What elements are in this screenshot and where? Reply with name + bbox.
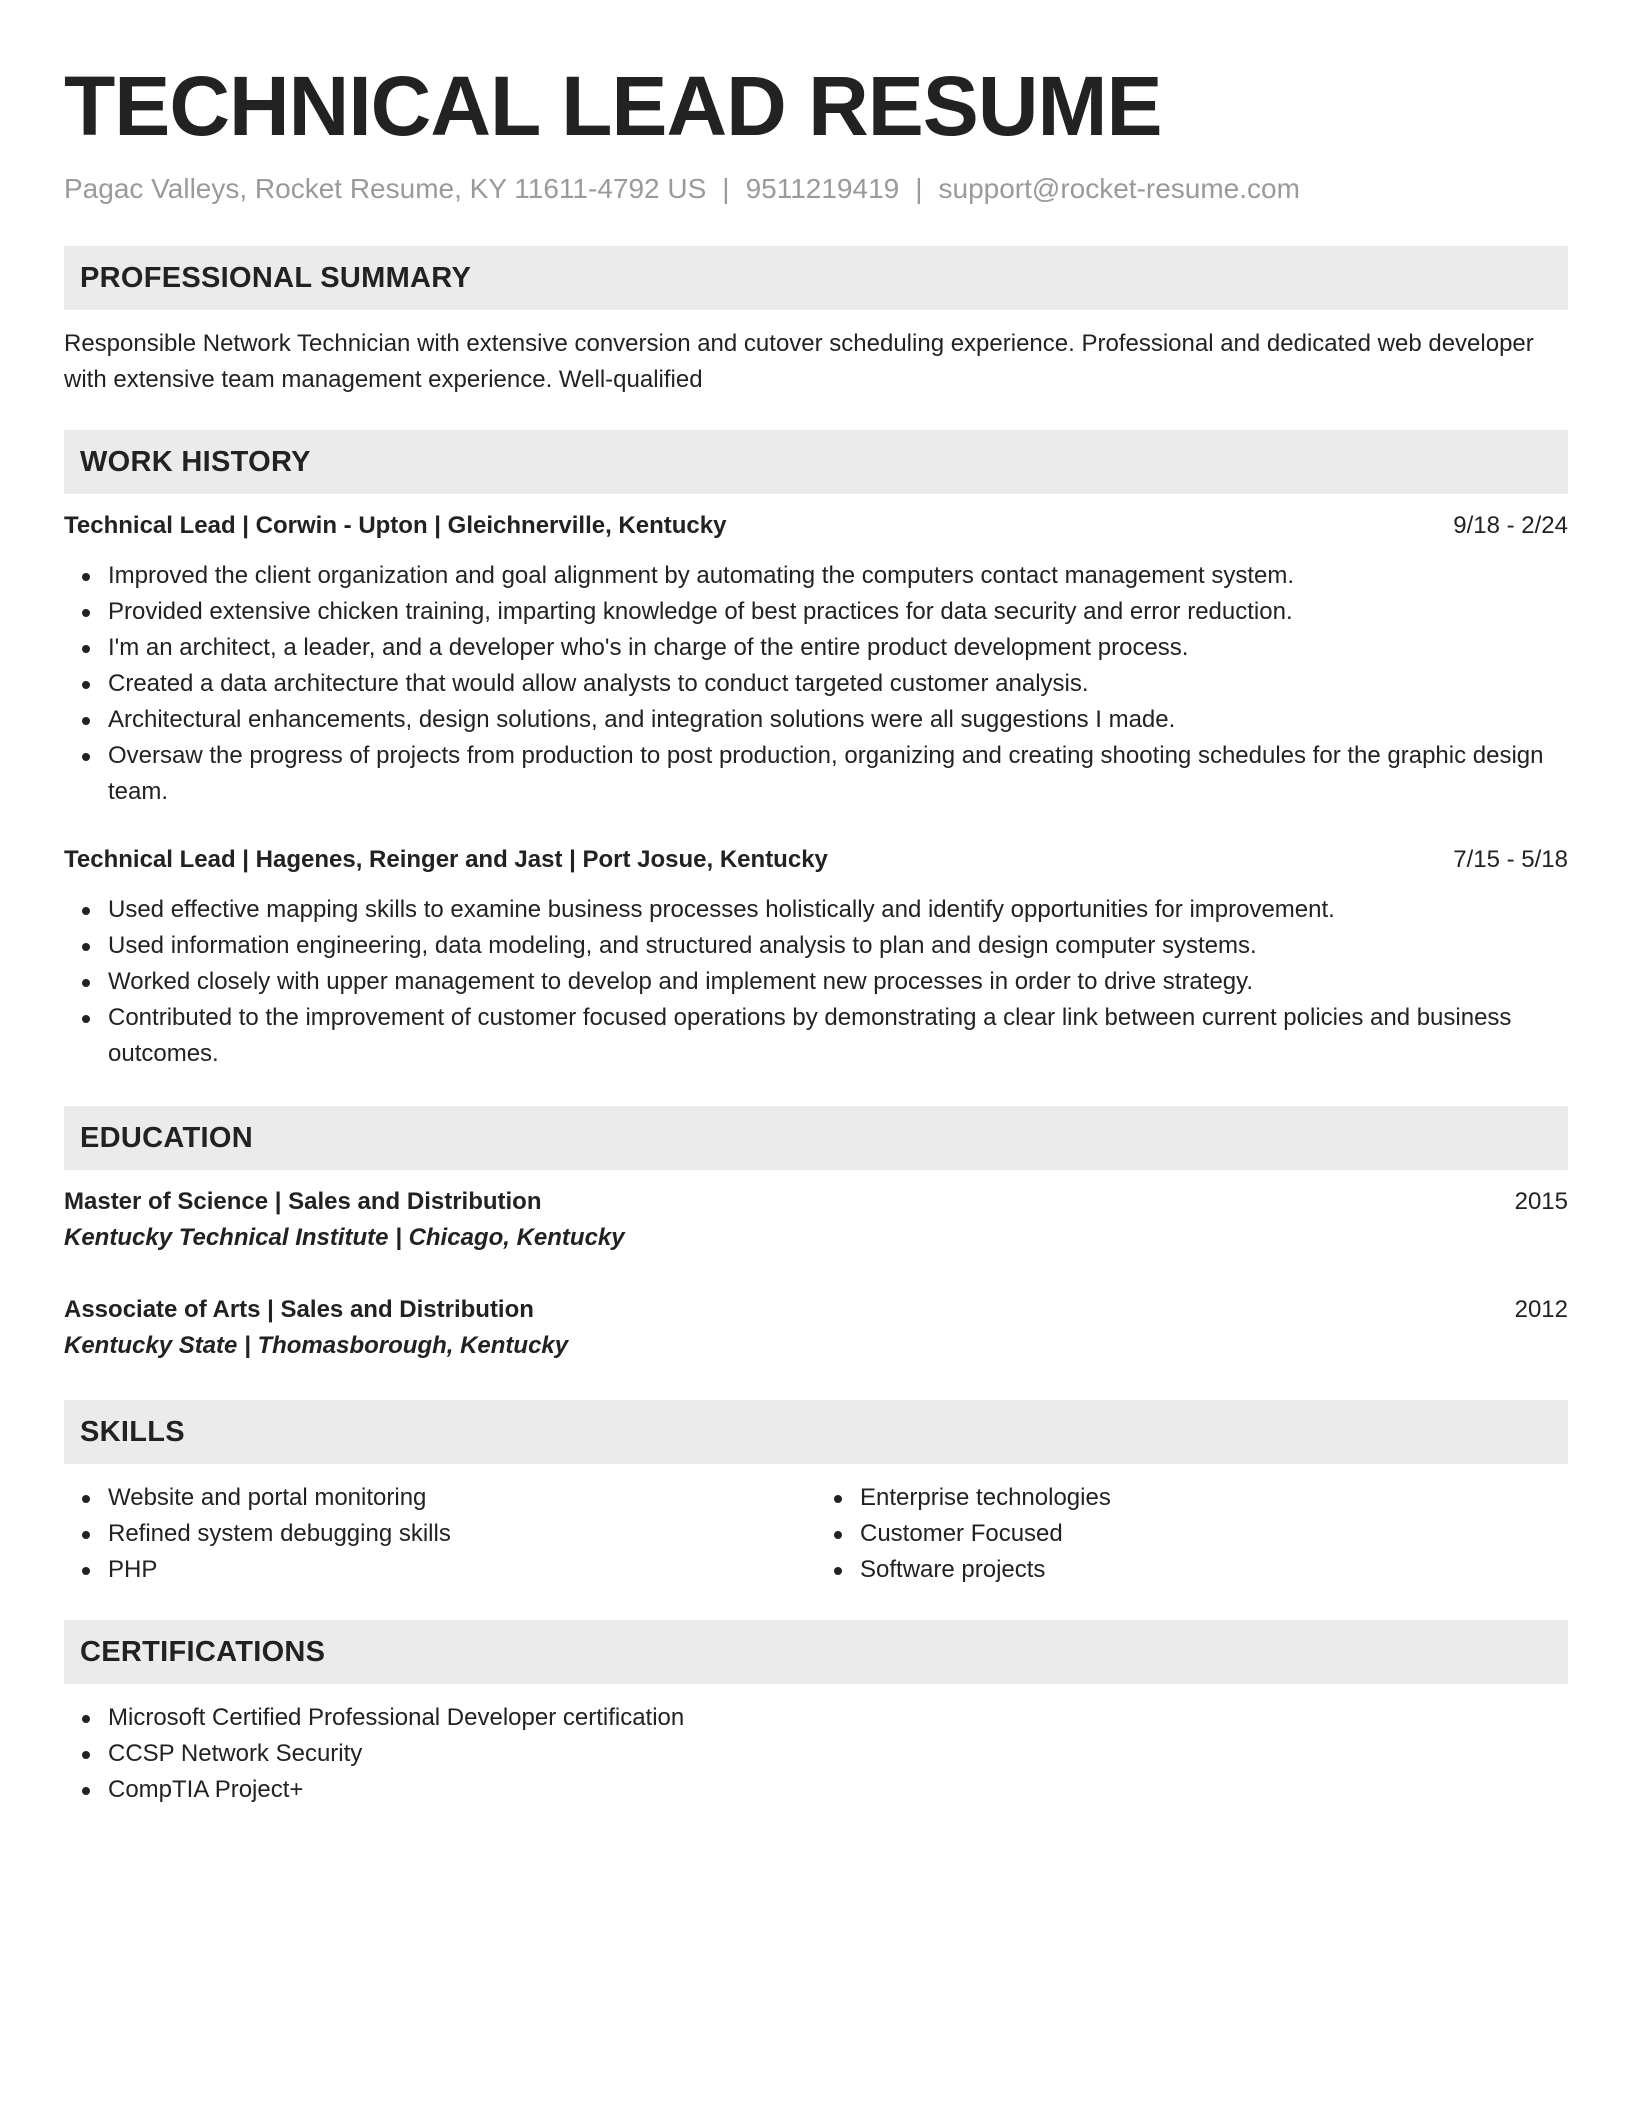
section-header-summary: PROFESSIONAL SUMMARY xyxy=(64,246,1568,310)
skill-item: Customer Focused xyxy=(860,1516,1568,1552)
job-bullets xyxy=(64,892,1568,1072)
skill-item: Enterprise technologies xyxy=(860,1480,1568,1516)
job-title: Technical Lead | Hagenes, Reinger and Jast | Port Josue, Kentucky xyxy=(64,846,828,873)
job-dates: 9/18 - 2/24 xyxy=(1453,512,1568,539)
skills-column-right xyxy=(816,1480,1568,1588)
section-header-education: EDUCATION xyxy=(64,1106,1568,1170)
section-header-skills: SKILLS xyxy=(64,1400,1568,1464)
contact-line xyxy=(64,172,1568,206)
job-dates: 7/15 - 5/18 xyxy=(1453,846,1568,873)
certifications-list xyxy=(64,1700,1568,1808)
education-header xyxy=(64,1184,1568,1220)
contact-email: support@rocket-resume.com xyxy=(938,173,1300,204)
job-title: Technical Lead | Corwin - Upton | Gleichnerville, Kentucky xyxy=(64,512,727,539)
job-bullet: Worked closely with upper management to develop and implement new processes in order to drive strategy. xyxy=(108,964,1568,1000)
job-bullet: Contributed to the improvement of customer focused operations by demonstrating a clear link between current policies and business outcomes. xyxy=(108,1000,1568,1072)
job-bullets xyxy=(64,558,1568,810)
job-header xyxy=(64,842,1568,878)
certification-item: CCSP Network Security xyxy=(108,1736,1568,1772)
skill-item: Software projects xyxy=(860,1552,1568,1588)
skill-item: Website and portal monitoring xyxy=(108,1480,816,1516)
skill-item: PHP xyxy=(108,1552,816,1588)
education-entry xyxy=(64,1184,1568,1256)
resume-title: TECHNICAL LEAD RESUME xyxy=(64,59,1162,153)
job-header xyxy=(64,508,1568,544)
education-school: Kentucky Technical Institute | Chicago, Kentucky xyxy=(64,1224,625,1251)
job-bullet: Provided extensive chicken training, imparting knowledge of best practices for data security and error reduction. xyxy=(108,594,1568,630)
job-bullet: I'm an architect, a leader, and a developer who's in charge of the entire product development process. xyxy=(108,630,1568,666)
section-header-certifications: CERTIFICATIONS xyxy=(64,1620,1568,1684)
job-bullet: Used information engineering, data modeling, and structured analysis to plan and design computer systems. xyxy=(108,928,1568,964)
certification-item: CompTIA Project+ xyxy=(108,1772,1568,1808)
job-bullet: Improved the client organization and goal alignment by automating the computers contact management system. xyxy=(108,558,1568,594)
skill-item: Refined system debugging skills xyxy=(108,1516,816,1552)
summary-text: Responsible Network Technician with extensive conversion and cutover scheduling experience. Professional and dedicated web developer with extensive team management experience. Well-qualified xyxy=(64,330,1534,393)
job-bullet: Created a data architecture that would allow analysts to conduct targeted customer analysis. xyxy=(108,666,1568,702)
job-entry xyxy=(64,508,1568,810)
skills-column-left xyxy=(64,1480,816,1588)
contact-separator: | xyxy=(722,173,730,204)
contact-phone: 9511219419 xyxy=(745,173,900,204)
education-degree: Associate of Arts | Sales and Distribution xyxy=(64,1296,534,1323)
education-year: 2012 xyxy=(1514,1296,1568,1323)
education-degree: Master of Science | Sales and Distribution xyxy=(64,1188,542,1215)
job-bullet: Used effective mapping skills to examine business processes holistically and identify opportunities for improvement. xyxy=(108,892,1568,928)
section-header-work-history: WORK HISTORY xyxy=(64,430,1568,494)
job-bullet: Architectural enhancements, design solutions, and integration solutions were all suggestions I made. xyxy=(108,702,1568,738)
contact-address: Pagac Valleys, Rocket Resume, KY 11611-4792 US xyxy=(64,173,707,204)
education-school: Kentucky State | Thomasborough, Kentucky xyxy=(64,1332,569,1359)
skills-grid xyxy=(64,1480,1568,1588)
contact-separator: | xyxy=(915,173,923,204)
job-bullet: Oversaw the progress of projects from production to post production, organizing and creating shooting schedules for the graphic design team. xyxy=(108,738,1568,810)
certification-item: Microsoft Certified Professional Developer certification xyxy=(108,1700,1568,1736)
job-entry xyxy=(64,842,1568,1072)
education-entry xyxy=(64,1292,1568,1364)
education-year: 2015 xyxy=(1514,1188,1568,1215)
education-header xyxy=(64,1292,1568,1328)
